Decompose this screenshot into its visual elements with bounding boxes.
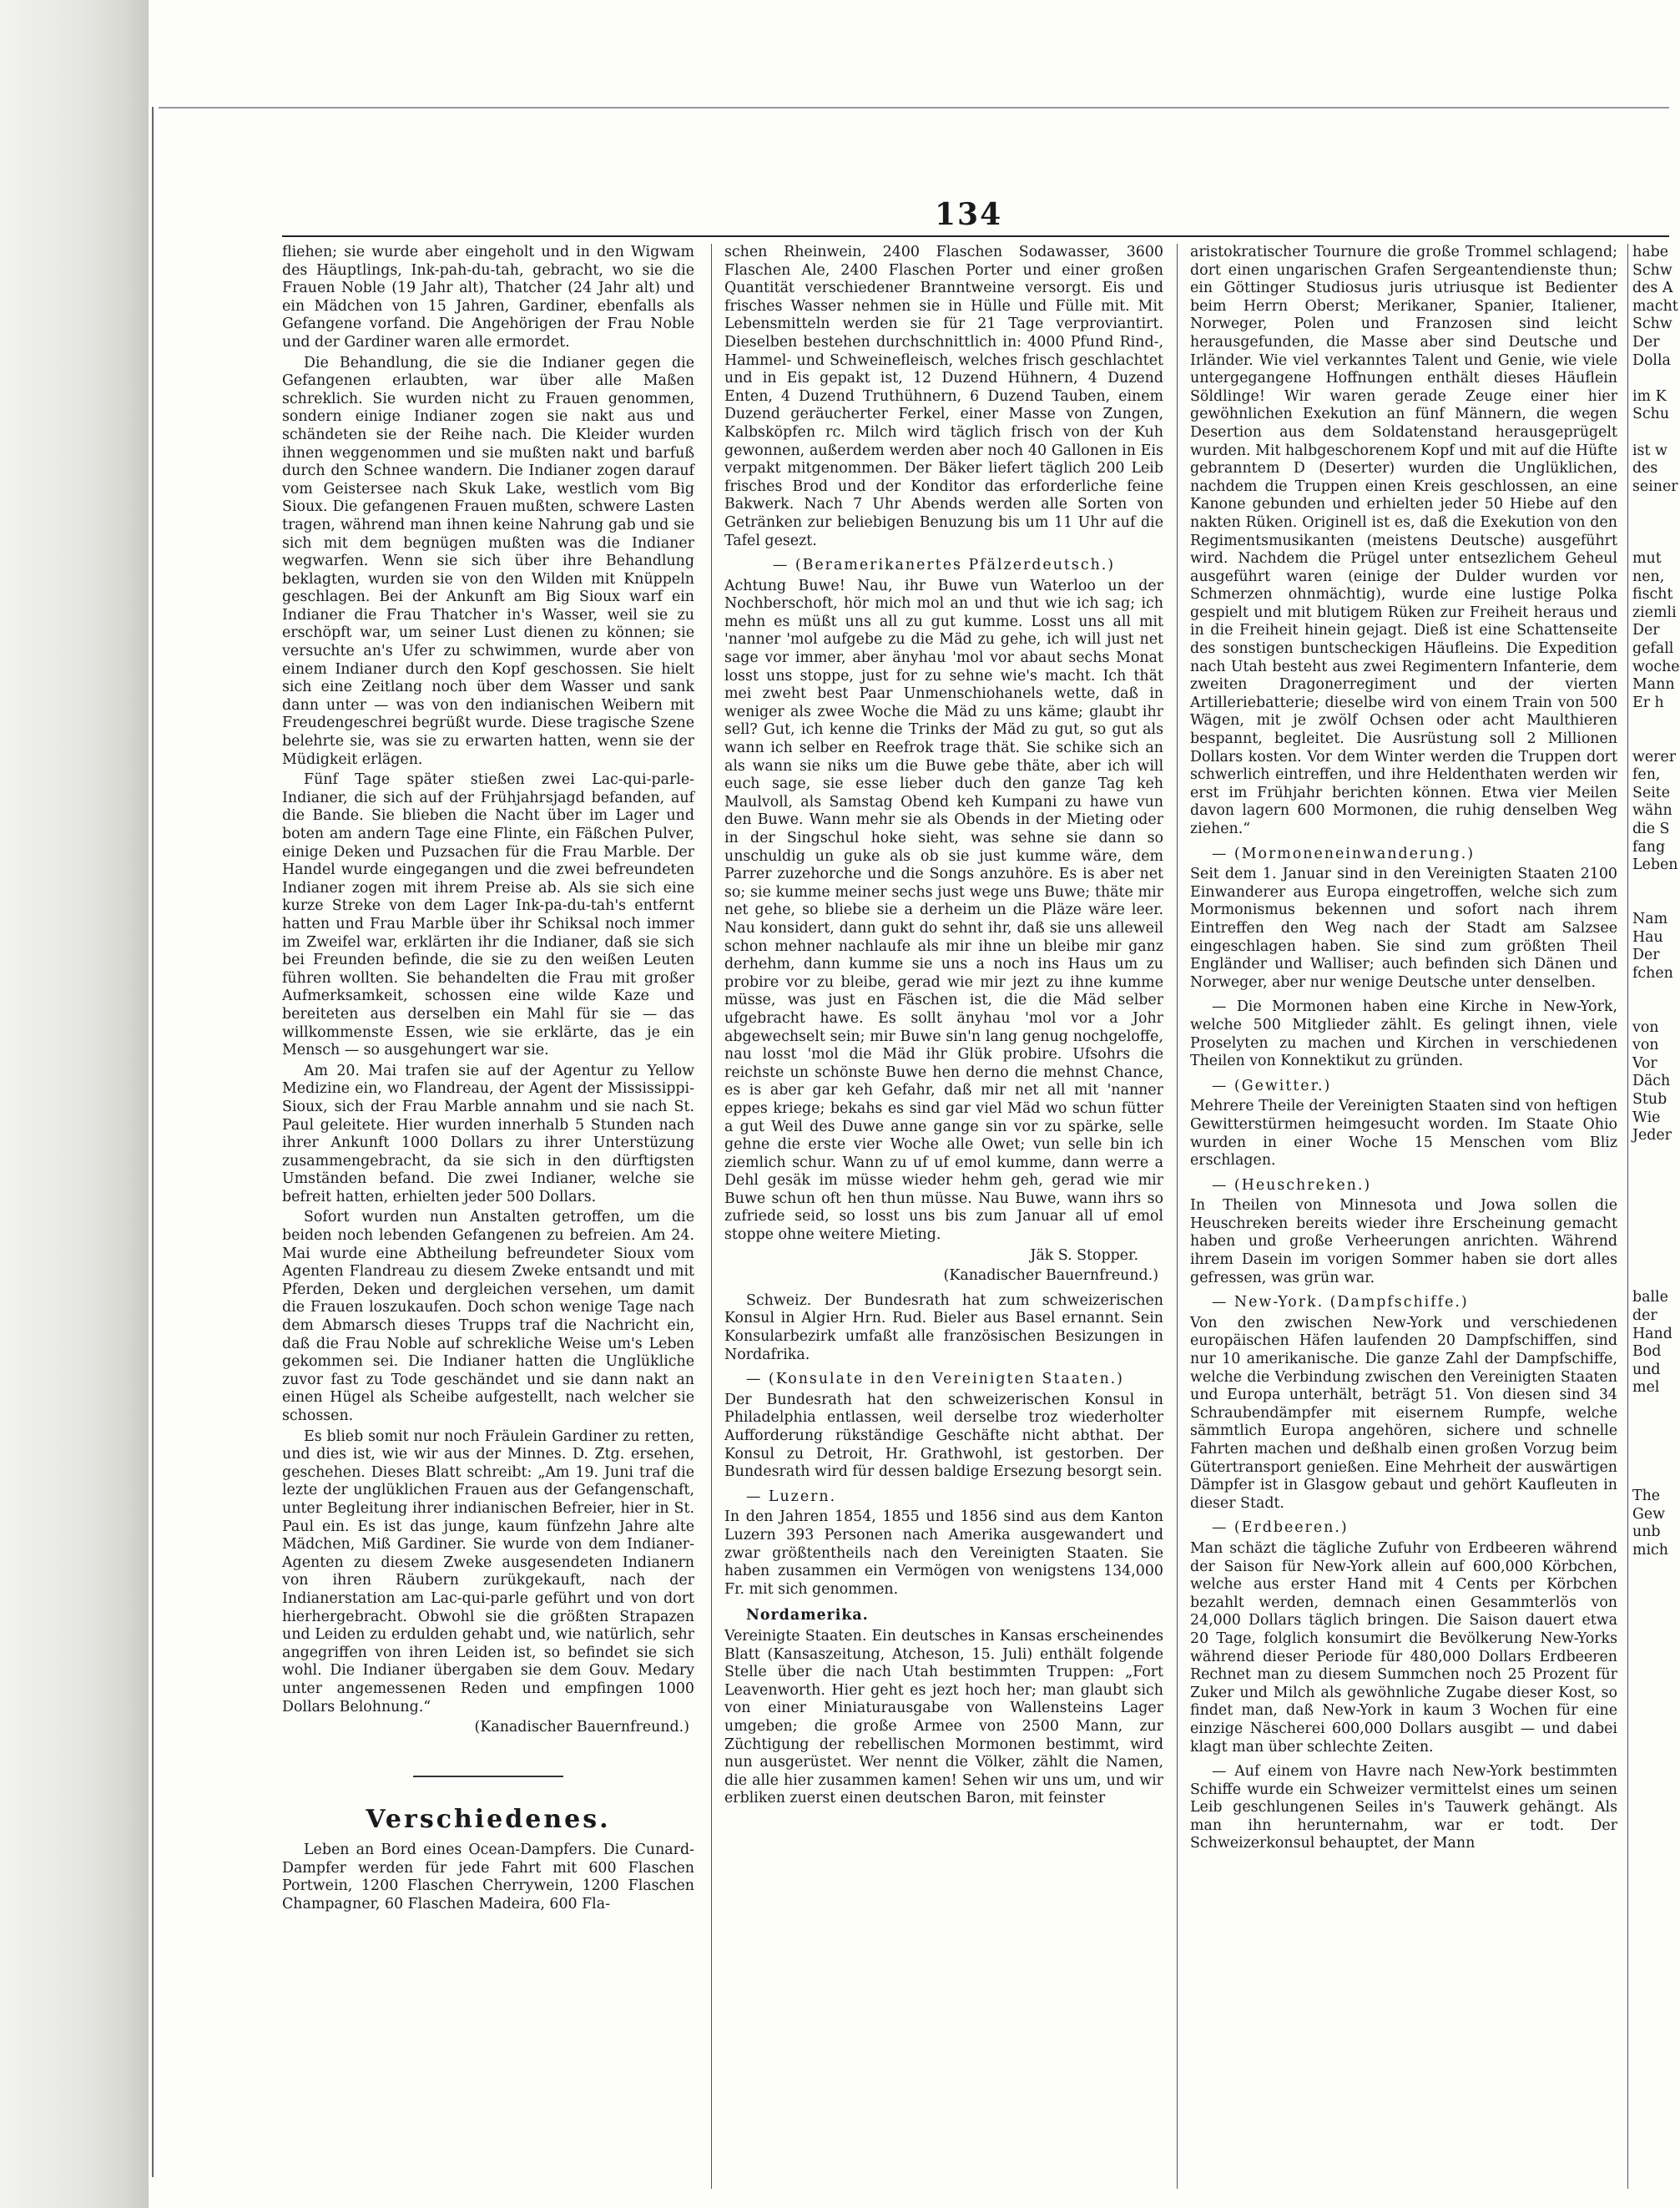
article-paragraph: Seit dem 1. Januar sind in den Vereinigten Staaten 2100 Einwanderer aus Europa eingetroffen, welche sich zum Mormonismus bekennen und sofort nach ihrem Eintreffen den Weg nach der Stadt am Salzsee eingeschlagen haben. Sie sind zum größten Theil Engländer und Walliser; auch befinden sich Dänen und Norweger, aber nur wenige Deutsche unter denselben. bbox=[1190, 866, 1617, 991]
column-fragment: Däch bbox=[1632, 1073, 1671, 1090]
article-heading: — New-York. (Dampfschiffe.) bbox=[1212, 1294, 1469, 1311]
article-heading: — (Erdbeeren.) bbox=[1212, 1519, 1349, 1537]
source-credit: (Kanadischer Bauernfreund.) bbox=[474, 1719, 689, 1736]
column-fragment: Der bbox=[1632, 622, 1660, 639]
column-fragment bbox=[1632, 370, 1669, 388]
article-paragraph: Schweiz. Der Bundesrath hat zum schweizerischen Konsul in Algier Hrn. Rud. Bieler aus Basel ernannt. Sein Konsularbezirk umfaßt alle französischen Besizungen in Nordafrika. bbox=[724, 1291, 1163, 1363]
article-paragraph: — Auf einem von Havre nach New-York bestimmten Schiffe wurde ein Schweizer vermittelst eines um seinen Leib geschlungenen Seiles in's Tauwerk gehängt. Als man ihn herunternahm, war er todt. Der Schweizerkonsul behauptet, der Mann bbox=[1190, 1763, 1617, 1852]
article-paragraph: Sofort wurden nun Anstalten getroffen, um die beiden noch lebenden Gefangenen zu befreien. Am 24. Mai wurde eine Abtheilung befreundeter Sioux vom Agenten Flandreau zu diesem Zweke entsandt und mit Pferden, Deken und dergleichen versehen, um damit die Frauen loszukaufen. Doch schon wenige Tage nach dem Abmarsch dieses Trupps traf die Nachricht ein, daß die Frau Noble auf schrekliche Weise um's Leben gekommen sei. Die Indianer hatten die Unglükliche zuvor fast zu Tode geschändet und sie dann nakt an einen Hügel als Scheibe aufgestellt, nach welcher sie schossen. bbox=[282, 1209, 694, 1424]
column-fragment: gefall bbox=[1632, 640, 1674, 658]
article-paragraph: Man schäzt die tägliche Zufuhr von Erdbeeren während der Saison für New-York allein auf 600,000 Körbchen, welche aus erster Hand mit 4 Cents per Körbchen bezahlt werden, demnach einen Gesammterlös von 24,000 Dollars täglich bringen. Die Saison dauert etwa 20 Tage, folglich konsumirt die Bevölkerung New-Yorks während dieser Periode für 480,000 Dollars Erdbeeren Rechnet man zu diesem Summchen noch 25 Prozent für Zuker und Milch als gewöhnliche Zugabe dieser Kost, so findet man, daß New-York in kaum 3 Wochen für eine einzige Näscherei 600,000 Dollars ausgibt — und dabei klagt man über schlechte Zeiten. bbox=[1190, 1539, 1617, 1756]
column-fragment: Schu bbox=[1632, 406, 1670, 423]
column-fragment bbox=[1632, 875, 1669, 893]
column-fragment: Seite bbox=[1632, 784, 1671, 801]
column-fragment: Er h bbox=[1632, 694, 1664, 711]
column-fragment: Der bbox=[1632, 333, 1660, 351]
column-fragment: Hau bbox=[1632, 928, 1663, 946]
column-fragment: und bbox=[1632, 1361, 1661, 1378]
column-fragment: macht bbox=[1632, 297, 1678, 315]
article-paragraph: Der Bundesrath hat den schweizerischen Konsul in Philadelphia entlassen, weil derselbe troz wiederholter Aufforderung rükständige Geschäfte nicht abthat. Der Konsul zu Detroit, Hr. Grathwohl, ist gestorben. Der Bundesrath wird für dessen baldige Ersezung besorgt sein. bbox=[724, 1391, 1163, 1481]
column-fragment bbox=[1632, 1271, 1669, 1290]
column-fragment: unb bbox=[1632, 1523, 1661, 1541]
article-paragraph: Fünf Tage später stießen zwei Lac-qui-parle-Indianer, die sich auf der Frühjahrsjagd befanden, auf die Bande. Sie blieben die Nacht über im Lager und boten am andern Tage eine Flinte, ein Fäßchen Pulver, einige Deken und Puzsachen für die Frau Marble. Der Handel wurde eingegangen und die zwei befreundeten Indianer zogen mit ihrem Preise ab. Als sie sich eine kurze Streke von dem Lager Ink-pa-du-tah's entfernt hatten und Frau Marble über ihr Schiksal noch immer im Zweifel war, erklärten ihr die Indianer, daß sie sich bei Freunden befinde, die sie zu den weißen Leuten führen wollten. Sie behandelten die Frau mit großer Aufmerksamkeit, schossen eine wilde Kaze und bereiteten aus derselben ein Mahl für sie — das willkommenste Essen, wie sie erklärte, das je ein Mensch — so ausgehungert war sie. bbox=[282, 771, 694, 1059]
section-title: Verschiedenes. bbox=[366, 1804, 611, 1834]
column-fragment: Schw bbox=[1632, 261, 1672, 279]
column-fragment: mut bbox=[1632, 550, 1662, 568]
column-fragment: habe bbox=[1632, 244, 1668, 260]
top-rule bbox=[159, 107, 1669, 109]
column-fragment: The bbox=[1632, 1487, 1661, 1504]
column-fragment: wähn bbox=[1632, 802, 1672, 820]
article-heading: — (Heuschreken.) bbox=[1212, 1176, 1372, 1194]
column-fragment: Mann bbox=[1632, 676, 1675, 694]
column-fragment bbox=[1632, 424, 1669, 442]
article-paragraph: Achtung Buwe! Nau, ihr Buwe vun Waterloo un der Nochberschoft, hör mich mol an und thut wie ich sag; ich mehn es müßt uns all zu gut kumme. Losst uns all mit 'nanner 'mol aufgebe zu die Mäd zu gehe, ich will just net sage vor immer, aber änyhau 'mol vor abaut sechs Monat losst uns stoppe, just for zu sehne wie's macht. Ich thät mei zweht best Paar Unmenschiohanels wette, daß in weniger als zwee Woche die Mäd zu uns käme; glaubt ihr sell? Gut, ich kenne die Trinks der Mäd zu gut, so gut als wann ich selber en Reefrok trage thät. Sie schike sich an als wann sie niks um die Buwe gebe thäte, aber ich will euch sage, sie esse lieber duch den ganze Tag keh Maulvoll, als Samstag Obend keh Kumpani zu hawe vun den Buwe. Wann mehr sie als Obends in der Mieting oder in der Singschul hoke sieht, was sehne sie dann so unschuldig un guke als ob sie just kumme wäre, dem Parrer zuzehorche und die Songs anzuhöre. Es is aber net so; sie kumme meiner sechs just wege uns Buwe; thäte mir net gehe, so bliebe sie a derheim un die Pläze wäre leer. Nau konsidert, dann gukt do sehnt ihr, daß sie uns alleweil schon mehner nachlaufe als mir ihne un bleibe mir ganz derhehm, dann kumme sie uns a noch ins Haus um zu probire vor zu bleibe, gerad wie mir jezt zu ihne kumme müsse, was just en Fäschen ist, die die Mäd selber ufgebracht hawe. Es sollt änyhau 'mol vor a Johr abgewechselt sein; mir Buwe sin'n lang genug nochgeloffe, nau losst 'mol die Mäd ihr Glük probire. Ufsohrs die reichste un schönste Buwe hen derno die mehnst Chance, es is aber gar keh Gefahr, daß mir net all mit 'nanner eppes kriege; bekahs es sind gar viel Mäd wo schun fütter a gut Weil des Duwe anne gange sin vor zu spärke, selle gehne die erste vier Woche alle Owet; vun selle bin ich ziemlich schur. Wann zu uf uf emol kumme, dann werre a Dehl gesäk im müsse wieder hehm geh, gerad wie mir Buwe schun oft hen thun müsse. Nau Buwe, wann ihrs so zufriede seid, so losst uns bis zum Januar all uf emol stoppe ohne weitere Mieting. bbox=[724, 577, 1163, 1244]
article-heading: — (Gewitter.) bbox=[1212, 1077, 1332, 1094]
column-2 bbox=[724, 244, 1163, 2197]
column-fragment: des bbox=[1632, 460, 1658, 477]
column-fragment: nen, bbox=[1632, 568, 1665, 585]
article-paragraph: Mehrere Theile der Vereinigten Staaten sind von heftigen Gewitterstürmen heimgesucht worden. Im Staate Ohio wurden in einer Woche 15 Menschen vom Bliz erschlagen. bbox=[1190, 1098, 1617, 1170]
column-fragment: fchen bbox=[1632, 964, 1673, 982]
section-divider bbox=[413, 1776, 563, 1777]
column-fragment: fang bbox=[1632, 838, 1666, 856]
column-fragment bbox=[1632, 496, 1669, 514]
column-fragment bbox=[1632, 1433, 1669, 1452]
column-4-fragments bbox=[1632, 244, 1680, 2197]
article-heading: — (Mormoneneinwanderung.) bbox=[1212, 845, 1476, 862]
article-paragraph: aristokratischer Tournure die große Trommel schlagend; dort einen ungarischen Grafen Sergeantendienste thun; ein Göttinger Studiosus juris utriusque ist Bedienter beim Herrn Oberst; Merikaner, Spanier, Italiener, Norweger, Polen und Franzosen sind leicht herausgefunden, die Masse aber sind Deutsche und Irländer. Wie viel verkanntes Talent und Genie, wie viele untergegangene Hoffnungen enthält dieses Häuflein Söldlinge! Wir waren gerade Zeuge einer hier gewöhnlichen Exekution an fünf Männern, die wegen Desertion aus dem Soldatenstand herausgeprügelt wurden. Mit halbgeschorenem Kopf und mit auf die Hüfte gebranntem D (Deserter) wurden die Unglüklichen, nachdem die Truppen einen Kreis geschlossen, an eine Kanone gebunden und erhielten jeder 50 Hiebe auf den nakten Rüken. Originell ist es, daß die Exekution von den Regimentsmusikanten (meistens Deutsche) ausgeführt wird. Nachdem die Prügel unter entsezlichem Geheul ausgeführt waren (einige der Dulder wurden vor Schmerzen ohnmächtig), wurde eine lustige Polka gespielt und mit blutigem Rüken zur Freiheit heraus und in die Freiheit hinein gejagt. Dieß ist eine Schattenseite des sonstigen buntscheckigen Häufleins. Die Expedition nach Utah besteht aus zwei Regimentern Infanterie, dem zweiten Dragonerregiment und der vierten Artilleriebatterie; dieselbe wird von einem Train von 500 Wägen, mit je zwölf Ochsen oder acht Maulthieren bespannt, begleitet. Die Ausrüstung soll 2 Millionen Dollars kosten. Vor dem Winter werden die Truppen dort schwerlich eintreffen, und ihre Heldenthaten werden wir erst im Frühjahr berichten können. Etwa vier Meilen davon lagern 600 Mormonen, die ruhig denselben Weg ziehen.“ bbox=[1190, 244, 1617, 837]
column-fragment bbox=[1632, 1163, 1669, 1181]
article-paragraph: Am 20. Mai trafen sie auf der Agentur zu Yellow Medizine ein, wo Flandreau, der Agent der Mississippi-Sioux, sich der Frau Marble annahm und sie nach St. Paul geleitete. Hier wurden innerhalb 5 Stunden nach ihrer Ankunft 1000 Dollars zu ihrer Unterstüzung zusammengebracht, da sie sich in den dürftigsten Umständen befand. Die zwei Indianer, welche sie befreit hatten, erhielten jeder 500 Dollars. bbox=[282, 1062, 694, 1205]
column-fragment bbox=[1632, 533, 1669, 551]
column-separator bbox=[1177, 244, 1178, 2189]
article-heading: — (Beramerikanertes Pfälzerdeutsch.) bbox=[772, 557, 1116, 574]
signature: Jäk S. Stopper. bbox=[1030, 1246, 1138, 1264]
column-fragment: Stub bbox=[1632, 1090, 1667, 1108]
column-fragment: Hand bbox=[1632, 1325, 1672, 1342]
column-fragment: seiner bbox=[1632, 477, 1678, 495]
column-fragment: Schw bbox=[1632, 316, 1672, 333]
article-heading: Nordamerika. bbox=[746, 1607, 869, 1624]
column-fragment bbox=[1632, 514, 1669, 533]
column-1 bbox=[282, 244, 694, 2197]
column-fragment: Leben bbox=[1632, 856, 1678, 874]
column-fragment bbox=[1632, 1199, 1669, 1217]
column-fragment bbox=[1632, 1235, 1669, 1254]
column-fragment: Vor bbox=[1632, 1054, 1657, 1072]
column-fragment bbox=[1632, 1452, 1669, 1470]
column-fragment: mel bbox=[1632, 1379, 1660, 1397]
column-fragment: Der bbox=[1632, 947, 1660, 964]
column-separator bbox=[1627, 244, 1628, 2189]
column-3 bbox=[1190, 244, 1617, 2197]
binding-rule bbox=[152, 107, 154, 2177]
column-fragment bbox=[1632, 1253, 1669, 1271]
column-fragment: der bbox=[1632, 1307, 1657, 1325]
column-fragment: fen, bbox=[1632, 766, 1661, 784]
column-fragment: Bod bbox=[1632, 1343, 1662, 1361]
column-fragment bbox=[1632, 1416, 1669, 1434]
article-heading: — (Konsulate in den Vereinigten Staaten.) bbox=[746, 1371, 1124, 1388]
column-fragment: des A bbox=[1632, 280, 1673, 297]
article-paragraph: schen Rheinwein, 2400 Flaschen Sodawasser, 3600 Flaschen Ale, 2400 Flaschen Porter und einer großen Quantität verschiedener Branntweine versorgt. Eis und frisches Wasser nehmen sie in Hülle und Fülle mit. Mit Lebensmitteln werden sie für 21 Tage verproviantirt. Dieselben bestehen durchschnittlich in: 4000 Pfund Rind-, Hammel- und Schweinefleisch, welches frisch geschlachtet und in Eis gepakt ist, 12 Duzend Hühnern, 4 Duzend Enten, 4 Duzend Truthühnern, 6 Duzend Tauben, einem Duzend geräucherter Ferkel, einer Masse von Zungen, Kalbsköpfen rc. Milch wird täglich frisch von der Kuh gewonnen, außerdem werden aber noch 40 Gallonen in Eis verpakt mitgenommen. Der Bäker liefert täglich 200 Leib frisches Brod und der Konditor das erforderliche feine Bakwerk. Nach 7 Uhr Abends werden alle Sorten von Getränken zur beliebigen Benuzung bis um 11 Uhr auf die Tafel gesezt. bbox=[724, 244, 1163, 549]
column-fragment bbox=[1632, 730, 1669, 749]
column-fragment bbox=[1632, 1001, 1669, 1019]
column-fragment: mich bbox=[1632, 1541, 1668, 1559]
article-paragraph: Vereinigte Staaten. Ein deutsches in Kansas erscheinendes Blatt (Kansaszeitung, Atcheson, 15. Juli) enthält folgende Stelle über die nach Utah bestimmten Truppen: „Fort Leavenworth. Hier geht es jezt hoch her; man glaubt sich von einer Miniaturausgabe von Wallensteins Lager umgeben; die große Armee von 2500 Mann, zur Züchtigung der rebellischen Mormonen bestimmt, wird nun ausgerüstet. Wer nennt die Völker, zählt die Namen, die alle hier zusammen kamen! Sehen wir uns um, und wir erbliken zuerst einen deutschen Baron, mit feinster bbox=[724, 1627, 1163, 1807]
header-rule bbox=[282, 235, 1669, 237]
column-fragment: ist w bbox=[1632, 442, 1667, 459]
binding-margin bbox=[0, 0, 149, 2208]
article-paragraph: In Theilen von Minnesota und Jowa sollen die Heuschreken bereits wieder ihre Erscheinung gemacht haben und große Verheerungen anrichten. Während ihrem Dasein im vorigen Sommer haben sie dort alles gefressen, was grün war. bbox=[1190, 1197, 1617, 1286]
column-fragment bbox=[1632, 712, 1669, 730]
article-paragraph: — Die Mormonen haben eine Kirche in New-York, welche 500 Mitglieder zählt. Es gelingt ihnen, viele Proselyten zu machen und Kirchen in verschiedenen Theilen von Konnektikut zu gründen. bbox=[1190, 998, 1617, 1070]
article-heading: — Luzern. bbox=[746, 1488, 837, 1505]
column-fragment: werer bbox=[1632, 748, 1677, 765]
article-paragraph: In den Jahren 1854, 1855 und 1856 sind aus dem Kanton Luzern 393 Personen nach Amerika ausgewandert und zwar größtentheils nach den Vereinigten Staaten. Sie haben zusammen ein Vermögen von wenigstens 134,000 Fr. mit sich genommen. bbox=[724, 1508, 1163, 1598]
column-fragment bbox=[1632, 1181, 1669, 1200]
column-fragment: im K bbox=[1632, 387, 1667, 405]
article-paragraph: Die Behandlung, die sie die Indianer gegen die Gefangenen erlaubten, war über alle Maßen schreklich. Sie wurden nicht zu Frauen genommen, sondern einige Indianer zogen sie nakt aus und schändeten sie der Reihe nach. Die Kleider wurden ihnen weggenommen und sie mußten nakt und barfuß durch den Schnee wandern. Die Indianer zogen darauf vom Geistersee nach Skuk Lake, westlich vom Big Sioux. Die gefangenen Frauen mußten, schwere Lasten tragen, während man ihnen keine Nahrung gab und sie sich mit dem begnügen mußten was die Indianer wegwarfen. Wenn sie sich über ihre Behandlung beklagten, wurden sie von den Wilden mit Knüppeln geschlagen. Bei der Ankunft am Big Sioux warf ein Indianer die Frau Thatcher in's Wasser, weil sie zu erschöpft war, um seiner Lust dienen zu können; sie versuchte an's Ufer zu schwimmen, wurde aber von einem Indianer durch den Kopf geschossen. Sie hielt sich eine Zeitlang noch über dem Wasser und sank dann unter — was von den indianischen Weibern mit Freudengeschrei begrüßt wurde. Diese tragische Szene belehrte sie, was sie zu erwarten hatten, wenn sie der Müdigkeit erlägen. bbox=[282, 354, 695, 768]
article-paragraph: Leben an Bord eines Ocean-Dampfers. Die Cunard-Dampfer werden für jede Fahrt mit 600 Flaschen Portwein, 1200 Flaschen Cherrywein, 1200 Flaschen Champagner, 60 Flaschen Madeira, 600 Fla- bbox=[282, 1842, 694, 1913]
column-fragment: Wie bbox=[1632, 1109, 1661, 1126]
article-paragraph: Von den zwischen New-York und verschiedenen europäischen Häfen laufenden 20 Dampfschiffen, sind nur 10 amerikanische. Die ganze Zahl der Dampfschiffe, welche die Verbindung zwischen den Vereinigten Staaten und Europa unterhält, beträgt 51. Von diesen sind 34 Schraubendämpfer mit eisernem Rumpfe, welche sämmtlich Europa angehören, sichere und schnelle Fahrten machen und deßhalb einen großen Vorzug beim Gütertransport genießen. Eine Mehrheit der auswärtigen Dämpfer ist in Glasgow gebaut und gehört Kaufleuten in dieser Stadt. bbox=[1190, 1314, 1617, 1512]
column-fragment bbox=[1632, 1469, 1669, 1488]
article-paragraph: Es blieb somit nur noch Fräulein Gardiner zu retten, und dies ist, wie wir aus der Minnes. D. Ztg. ersehen, geschehen. Dieses Blatt schreibt: „Am 19. Juni traf die lezte der unglüklichen Frauen aus der Gefangenschaft, unter Begleitung ihrer indianischen Befreier, hier in St. Paul ein. Es ist das junge, kaum fünfzehn Jahre alte Mädchen, Miß Gardiner. Sie wurde von dem Indianer-Agenten zu diesem Zweke ausgesendeten Indianern von ihren Räubern zurükgekauft, nach der Indianerstation am Lac-qui-parle geführt und von dort hierhergebracht. Obwohl sie die größten Strapazen und Leiden zu erdulden gehabt und, wie natürlich, sehr angegriffen von ihren Leiden ist, so befindet sie sich wohl. Die Indianer übergaben sie dem Gouv. Medary unter angemessenen Reden und empfingen 1000 Dollars Belohnung.“ bbox=[282, 1427, 694, 1715]
column-fragment: die S bbox=[1632, 821, 1670, 837]
column-fragment: Nam bbox=[1632, 910, 1668, 927]
column-fragment: woche bbox=[1632, 658, 1680, 675]
column-fragment: Jeder bbox=[1632, 1127, 1672, 1144]
column-fragment bbox=[1632, 1145, 1669, 1164]
column-fragment: balle bbox=[1632, 1289, 1668, 1306]
column-fragment bbox=[1632, 983, 1669, 1001]
column-fragment bbox=[1632, 892, 1669, 911]
column-fragment: ziemli bbox=[1632, 604, 1677, 621]
column-fragment: Gew bbox=[1632, 1505, 1666, 1523]
article-paragraph: fliehen; sie wurde aber eingeholt und in den Wigwam des Häuptlings, Ink-pah-du-tah, gebracht, wo sie die Frauen Noble (19 Jahr alt), Thatcher (24 Jahr alt) und ein Mädchen von 15 Jahren, Gardiner, ebenfalls als Gefangene vorfand. Die Angehörigen der Frau Noble und der Gardiner waren alle ermordet. bbox=[282, 244, 694, 351]
column-fragment: von bbox=[1632, 1018, 1659, 1036]
column-fragment: von bbox=[1632, 1037, 1659, 1054]
source-credit: (Kanadischer Bauernfreund.) bbox=[943, 1267, 1158, 1285]
column-fragment: fischt bbox=[1632, 586, 1673, 604]
column-fragment bbox=[1632, 1217, 1669, 1235]
page-number: 134 bbox=[935, 197, 1003, 232]
column-separator bbox=[711, 244, 712, 2189]
column-fragment bbox=[1632, 1397, 1669, 1416]
column-fragment: Dolla bbox=[1632, 351, 1671, 369]
